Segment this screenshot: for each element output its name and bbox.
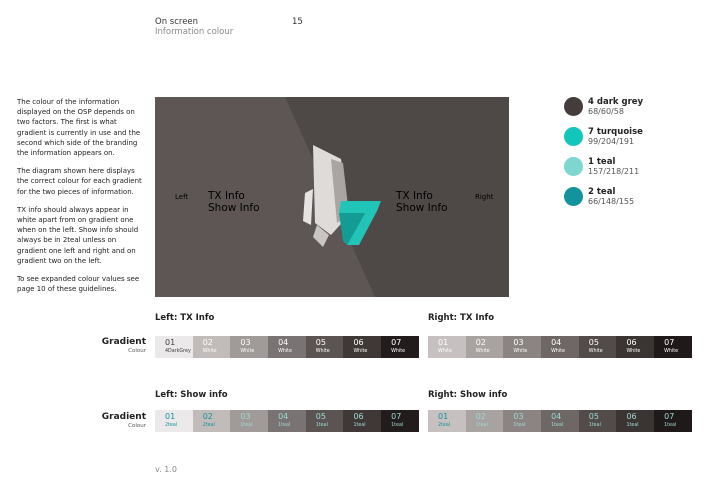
gradient-cell-colour-label: 1teal <box>513 423 526 428</box>
gradient-cell <box>654 410 692 432</box>
gradient-cell <box>579 336 617 358</box>
gradient-cell-number: 05 <box>315 338 326 347</box>
legend-name: 4 dark grey <box>588 97 644 107</box>
gradient-cell-number: 04 <box>278 412 289 421</box>
gradient-cell <box>268 410 306 432</box>
gradient-cell-colour-label: 1teal <box>588 423 601 428</box>
gradient-cell <box>579 410 617 432</box>
legend-value: 99/204/191 <box>588 137 635 146</box>
gradient-cell-colour-label: White <box>551 349 566 354</box>
gradient-cell-number: 02 <box>475 338 486 347</box>
gradient-cell-colour-label: White <box>475 349 490 354</box>
gradient-cell-number: 01 <box>165 412 176 421</box>
legend-name: 1 teal <box>588 157 616 167</box>
row-label-gradient: Gradient <box>101 337 146 347</box>
swatch-dark-grey <box>564 97 583 116</box>
gradient-cell-colour-label: White <box>315 349 330 354</box>
gradient-cell <box>343 336 381 358</box>
gradient-cell-number: 04 <box>551 412 562 421</box>
row-label-tx <box>0 337 146 355</box>
page-title: On screen <box>155 17 199 27</box>
osp-diagram-graphic <box>155 97 509 297</box>
section-title-left-show: Left: Show info <box>155 390 228 400</box>
gradient-cell-number: 06 <box>353 412 364 421</box>
gradient-cell <box>503 336 541 358</box>
gradient-cell <box>268 336 306 358</box>
gradient-cell <box>155 336 193 358</box>
row-label-show <box>0 412 146 430</box>
gradient-cell <box>428 336 466 358</box>
legend-value: 68/60/58 <box>588 107 624 116</box>
gradient-cell-colour-label: 2teal <box>165 423 178 428</box>
gradient-cell-colour-label: White <box>202 349 217 354</box>
gradient-cell <box>381 410 419 432</box>
gradient-cell-number: 07 <box>664 412 675 421</box>
gradient-cell <box>230 336 268 358</box>
gradient-cell-colour-label: White <box>353 349 368 354</box>
version-label: v. 1.0 <box>155 465 177 474</box>
section-title-right-show: Right: Show info <box>428 390 508 400</box>
gradient-cell-colour-label: White <box>278 349 293 354</box>
gradient-cell-number: 05 <box>315 412 326 421</box>
gradient-cell-number: 03 <box>513 412 524 421</box>
gradient-cell-colour-label: 1teal <box>353 423 366 428</box>
row-label-colour: Colour <box>128 348 146 354</box>
gradient-cell-number: 03 <box>513 338 524 347</box>
osp-diagram <box>155 97 509 297</box>
page-number: 15 <box>292 17 303 27</box>
body-paragraph: The diagram shown here displays the correct colour for each gradient for the two pieces of information. <box>17 167 142 196</box>
gradient-cell-number: 02 <box>202 412 213 421</box>
gradient-cell <box>654 336 692 358</box>
hero-right-label: Right <box>475 193 494 201</box>
row-label-gradient: Gradient <box>101 412 146 422</box>
gradient-cell-colour-label: White <box>240 349 255 354</box>
legend-value: 157/218/211 <box>588 167 640 176</box>
gradient-cell-number: 03 <box>240 338 251 347</box>
gradient-cell-number: 06 <box>626 338 637 347</box>
legend-name: 2 teal <box>588 187 616 197</box>
hero-left-show-info: Show Info <box>208 202 260 214</box>
gradient-cell-colour-label: 1teal <box>315 423 328 428</box>
gradient-cell <box>466 410 504 432</box>
body-paragraph: The colour of the information displayed on the OSP depends on two factors. The first is what gradient is currently in use and the second which side of the branding the information appears on. <box>17 98 141 158</box>
gradient-cell-number: 02 <box>475 412 486 421</box>
body-paragraph: To see expanded colour values see page 10 of these guidelines. <box>17 275 140 294</box>
gradient-cell-number: 01 <box>438 338 449 347</box>
gradient-cell <box>428 410 466 432</box>
row-label-colour: Colour <box>128 423 146 429</box>
gradient-cell-number: 02 <box>202 338 213 347</box>
hero-left-tx-info: TX Info <box>208 190 245 202</box>
legend-item <box>564 187 704 217</box>
gradient-cell-colour-label: 1teal <box>278 423 291 428</box>
gradient-cell-number: 07 <box>664 338 675 347</box>
body-text <box>17 97 147 302</box>
gradient-cell-number: 06 <box>626 412 637 421</box>
legend-name: 7 turquoise <box>588 127 643 137</box>
gradient-strip-right-tx <box>428 336 692 358</box>
legend-item <box>564 157 704 187</box>
hero-right-tx-info: TX Info <box>396 190 433 202</box>
gradient-cell-number: 07 <box>391 338 402 347</box>
gradient-cell-colour-label: White <box>626 349 641 354</box>
gradient-cell-colour-label: White <box>588 349 603 354</box>
gradient-cell-colour-label: 2teal <box>438 423 451 428</box>
gradient-strip-left-show <box>155 410 419 432</box>
gradient-cell-number: 05 <box>588 338 599 347</box>
gradient-cell-number: 06 <box>353 338 364 347</box>
hero-right-show-info: Show Info <box>396 202 448 214</box>
gradient-cell <box>541 336 579 358</box>
gradient-cell-colour-label: 1teal <box>240 423 253 428</box>
gradient-cell-colour-label: White <box>664 349 679 354</box>
swatch-1-teal <box>564 157 583 176</box>
gradient-cell <box>193 410 231 432</box>
gradient-cell-colour-label: 1teal <box>626 423 639 428</box>
gradient-cell-colour-label: 1teal <box>551 423 564 428</box>
gradient-strip-right-show <box>428 410 692 432</box>
hero-left-label: Left <box>175 193 189 201</box>
legend-item <box>564 127 704 157</box>
gradient-cell <box>541 410 579 432</box>
gradient-cell <box>503 410 541 432</box>
gradient-cell <box>306 336 344 358</box>
gradient-cell-colour-label: White <box>391 349 406 354</box>
gradient-cell <box>381 336 419 358</box>
gradient-cell-colour-label: White <box>513 349 528 354</box>
gradient-cell <box>306 410 344 432</box>
body-paragraph: TX info should always appear in white apart from on gradient one when on the left. Show info should always be in 2teal unless on gradient one left and right and on gradient two on the left. <box>17 205 139 265</box>
swatch-turquoise <box>564 127 583 146</box>
section-title-left-tx: Left: TX Info <box>155 313 215 323</box>
gradient-cell-colour-label: 2teal <box>202 423 215 428</box>
gradient-cell-number: 01 <box>438 412 449 421</box>
gradient-cell <box>616 336 654 358</box>
gradient-cell <box>193 336 231 358</box>
page-subtitle: Information colour <box>155 27 234 37</box>
gradient-strip-left-tx <box>155 336 419 358</box>
gradient-cell-colour-label: 1teal <box>664 423 677 428</box>
gradient-cell-number: 05 <box>588 412 599 421</box>
gradient-cell-number: 04 <box>551 338 562 347</box>
gradient-cell-number: 01 <box>165 338 176 347</box>
gradient-cell <box>343 410 381 432</box>
swatch-2-teal <box>564 187 583 206</box>
section-title-right-tx: Right: TX Info <box>428 313 495 323</box>
gradient-cell-number: 07 <box>391 412 402 421</box>
gradient-cell <box>466 336 504 358</box>
gradient-cell <box>616 410 654 432</box>
legend-item <box>564 97 704 127</box>
gradient-cell <box>230 410 268 432</box>
gradient-cell-colour-label: 1teal <box>475 423 488 428</box>
gradient-cell <box>155 410 193 432</box>
gradient-cell-colour-label: 4DarkGrey <box>165 349 191 354</box>
gradient-cell-number: 03 <box>240 412 251 421</box>
legend-value: 66/148/155 <box>588 197 635 206</box>
colour-legend <box>564 97 704 217</box>
gradient-cell-colour-label: 1teal <box>391 423 404 428</box>
gradient-cell-colour-label: White <box>438 349 452 354</box>
gradient-cell-number: 04 <box>278 338 289 347</box>
